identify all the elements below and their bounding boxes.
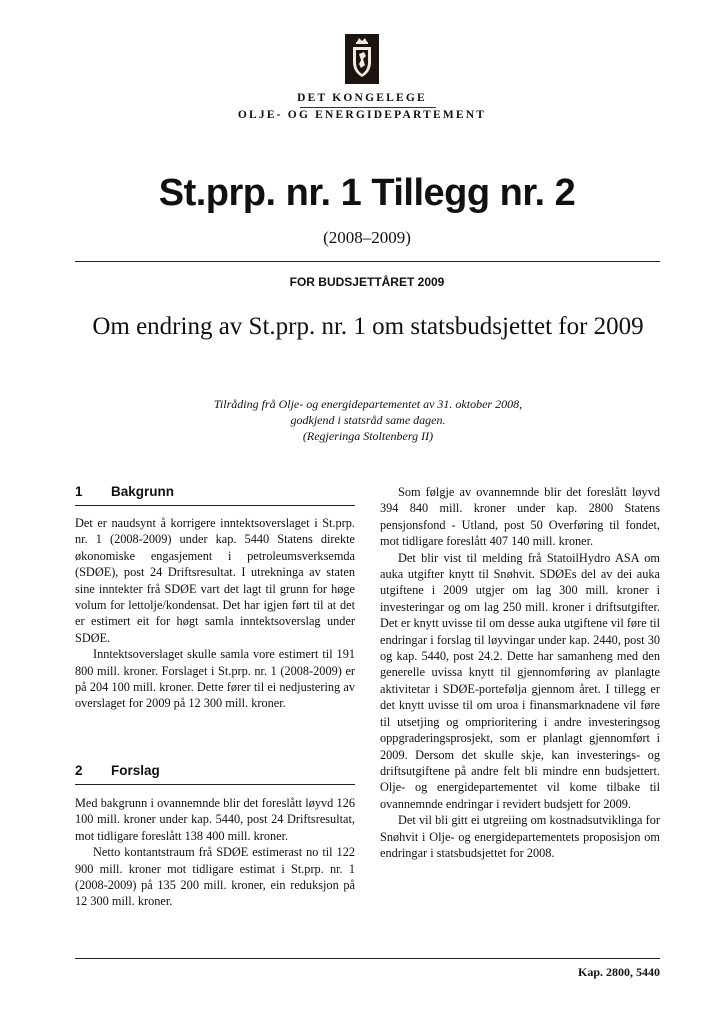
- section-number: 1: [75, 484, 83, 499]
- section-title: Bakgrunn: [111, 484, 175, 499]
- session-years: (2008–2009): [323, 228, 411, 247]
- advisory-line: godkjend i statsråd same dagen.: [290, 413, 446, 427]
- advisory-line: Tilråding frå Olje- og energidepartementet av 31. oktober 2008,: [213, 397, 523, 411]
- budget-year-label: FOR BUDSJETTÅRET 2009: [289, 275, 445, 289]
- section-body-background: [75, 515, 355, 712]
- section-heading-proposal: [75, 763, 355, 781]
- right-column-body: [380, 484, 660, 861]
- body-paragraph: Inntektsoverslaget skulle samla vore estimert til 191 800 mill. kroner. Forslaget i St.prp. nr. 1 (2008-2009) er på 204 100 mill. kroner. Dette fører til ei nedjustering av overslaget for 2009 på 12 300 mill. kroner.: [75, 647, 355, 711]
- document-subtitle: Om endring av St.prp. nr. 1 om statsbudsjettet for 2009: [92, 313, 644, 340]
- advisory-note: [150, 396, 586, 444]
- title-divider: [75, 261, 660, 262]
- document-title: St.prp. nr. 1 Tillegg nr. 2: [158, 172, 576, 214]
- section-body-proposal: [75, 795, 355, 910]
- body-paragraph: Netto kontantstraum frå SDØE estimerast no til 122 900 mill. kroner mot tidligare estimat i St.prp. nr. 1 (2008-2009) på 135 200 mill. kroner, ein reduksjon på 12 300 mill. kroner.: [75, 845, 355, 909]
- body-paragraph: Med bakgrunn i ovannemnde blir det foreslått løyvd 126 100 mill. kroner under kap. 5440, post 24 Driftsresultat, mot tidligare foreslått 138 400 mill. kroner.: [75, 796, 355, 843]
- advisory-line: (Regjeringa Stoltenberg II): [302, 429, 434, 443]
- section-heading-rule: [75, 505, 355, 506]
- body-paragraph: Det blir vist til melding frå StatoilHydro ASA om auka utgifter knytt til Snøhvit. SDØEs del av dei auka utgiftene i 2009 utgjer om lag 300 mill. kroner i investeringar og om lag 250 mill. kroner i driftsutgifter. Det er knytt uvisse til om desse auka utgiftene vil føre til endringar i forslag til løyvingar under kap. 2440, post 30 og kap. 5440, post 24.2. Dette har samanheng med den generelle uvissa knytt til gjennomføring av planlagte aktivitetar i SDØE-portefølja gjennom året. I tillegg er det knytt uvisse til om uroa i finansmarknadene vil føre til utsetjing og omprioritering i andre investeringsog oppgraderingsprosjekt, som er planlagt gjennomført i 2009. Dersom det skulle skje, kan investerings- og driftsutgiftene på andre felt bli mindre enn budsjettert. Olje- og energidepartementet vil kome tilbake til ovannemnde endringar i revidert budsjett for 2009.: [380, 550, 660, 811]
- section-number: 2: [75, 763, 83, 778]
- coat-of-arms-emblem: [345, 34, 379, 84]
- ministry-name-line-1: DET KONGELEGE: [297, 92, 427, 104]
- body-paragraph: Det vil bli gitt ei utgreiing om kostnadsutviklinga for Snøhvit i Olje- og energidepartementets proposisjon om endringar i statsbudsjettet for 2008.: [380, 813, 660, 860]
- section-heading-rule: [75, 784, 355, 785]
- page-footer-chapter-ref: Kap. 2800, 5440: [577, 965, 660, 979]
- body-paragraph: Det er naudsynt å korrigere inntektsoverslaget i St.prp. nr. 1 (2008-2009) under kap. 5440 Statens direkte økonomiske engasjement i petroleumsverksemda (SDØE), post 24 Driftsresultat. I utrekninga av staten sine inntekter frå SDØE vart det lagt til grunn for høge volum for lettolje/kondensat. Det har igjen ført til at det er estimert eit for høgt samla inntektsoverslag under SDØE.: [75, 516, 355, 645]
- section-title: Forslag: [111, 763, 160, 778]
- section-heading-background: [75, 484, 355, 502]
- footer-divider: [75, 958, 660, 959]
- ministry-name-divider: [300, 107, 436, 108]
- body-paragraph: Som følgje av ovannemnde blir det foreslått løyvd 394 840 mill. kroner under kap. 2800 Statens pensjonsfond - Utland, post 50 Overføring til fondet, mot tidligare foreslått 407 140 mill. kroner.: [380, 485, 660, 549]
- ministry-name-line-2: OLJE- OG ENERGIDEPARTEMENT: [237, 109, 487, 121]
